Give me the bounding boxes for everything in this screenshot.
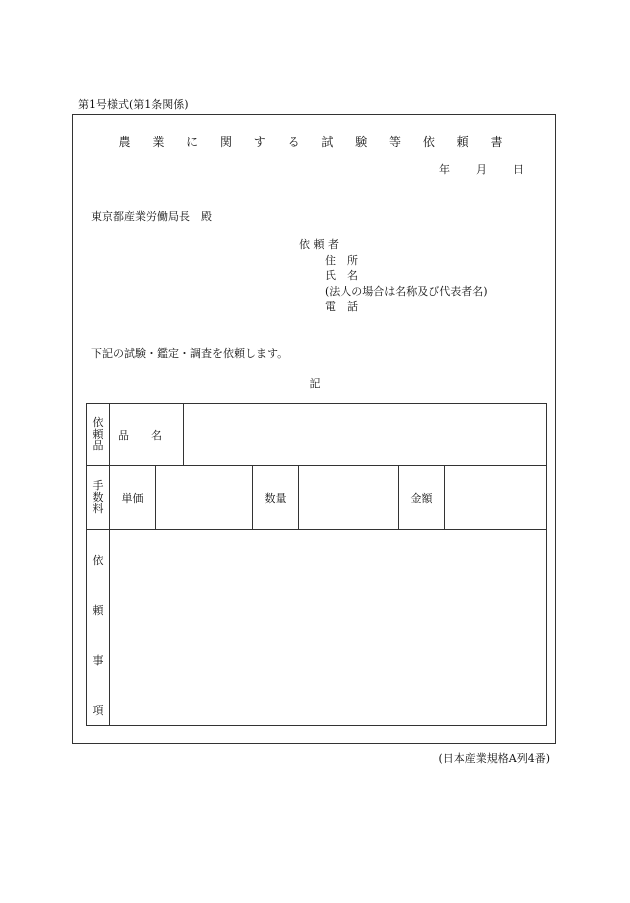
date-line bbox=[439, 161, 524, 177]
detail-row bbox=[87, 530, 547, 726]
item-row bbox=[87, 404, 547, 466]
item-row-label bbox=[87, 404, 110, 466]
form-number: 第1号様式(第1条関係) bbox=[78, 98, 189, 111]
amount-value[interactable] bbox=[445, 466, 547, 530]
amount-label: 金額 bbox=[399, 466, 445, 530]
document-title: 農 業 に 関 す る 試 験 等 依 頼 書 bbox=[118, 135, 512, 149]
label-char: 項 bbox=[92, 704, 104, 717]
requester-corporation-note: (法人の場合は名称及び代表者名) bbox=[325, 284, 488, 298]
request-sentence: 下記の試験・鑑定・調査を依頼します。 bbox=[91, 347, 289, 360]
detail-row-label bbox=[87, 530, 110, 726]
addressee: 東京都産業労働局長 殿 bbox=[91, 210, 212, 223]
fee-row-label bbox=[87, 466, 110, 530]
requester-block bbox=[299, 237, 488, 315]
requester-name-label: 氏 名 bbox=[325, 269, 358, 282]
form-frame bbox=[72, 114, 556, 744]
ki-heading: 記 bbox=[309, 377, 321, 390]
requester-phone-label: 電 話 bbox=[325, 300, 358, 313]
label-char: 手 bbox=[92, 479, 104, 493]
item-name-label bbox=[110, 404, 184, 466]
detail-value[interactable] bbox=[110, 530, 547, 726]
unit-price-value[interactable] bbox=[156, 466, 253, 530]
fee-row bbox=[87, 466, 547, 530]
label-char: 料 bbox=[92, 502, 104, 516]
label-char: 頼 bbox=[92, 604, 104, 617]
request-table bbox=[86, 403, 547, 726]
quantity-label: 数量 bbox=[253, 466, 299, 530]
requester-heading: 依 頼 者 bbox=[299, 238, 339, 251]
label-char: 依 bbox=[92, 554, 104, 567]
date-day[interactable]: 日 bbox=[513, 163, 524, 176]
item-name-text: 品 名 bbox=[118, 428, 162, 442]
jis-note: (日本産業規格A列4番) bbox=[438, 752, 550, 765]
date-month[interactable]: 月 bbox=[476, 163, 487, 176]
label-char: 依 bbox=[92, 416, 104, 430]
date-year[interactable]: 年 bbox=[439, 163, 450, 176]
label-char: 事 bbox=[92, 654, 104, 667]
requester-address-label: 住 所 bbox=[325, 253, 358, 267]
label-char: 数 bbox=[92, 490, 104, 504]
label-char: 品 bbox=[92, 439, 104, 453]
unit-price-label: 単価 bbox=[110, 466, 156, 530]
label-char: 頼 bbox=[92, 427, 104, 441]
quantity-value[interactable] bbox=[299, 466, 399, 530]
item-name-value[interactable] bbox=[184, 404, 547, 466]
